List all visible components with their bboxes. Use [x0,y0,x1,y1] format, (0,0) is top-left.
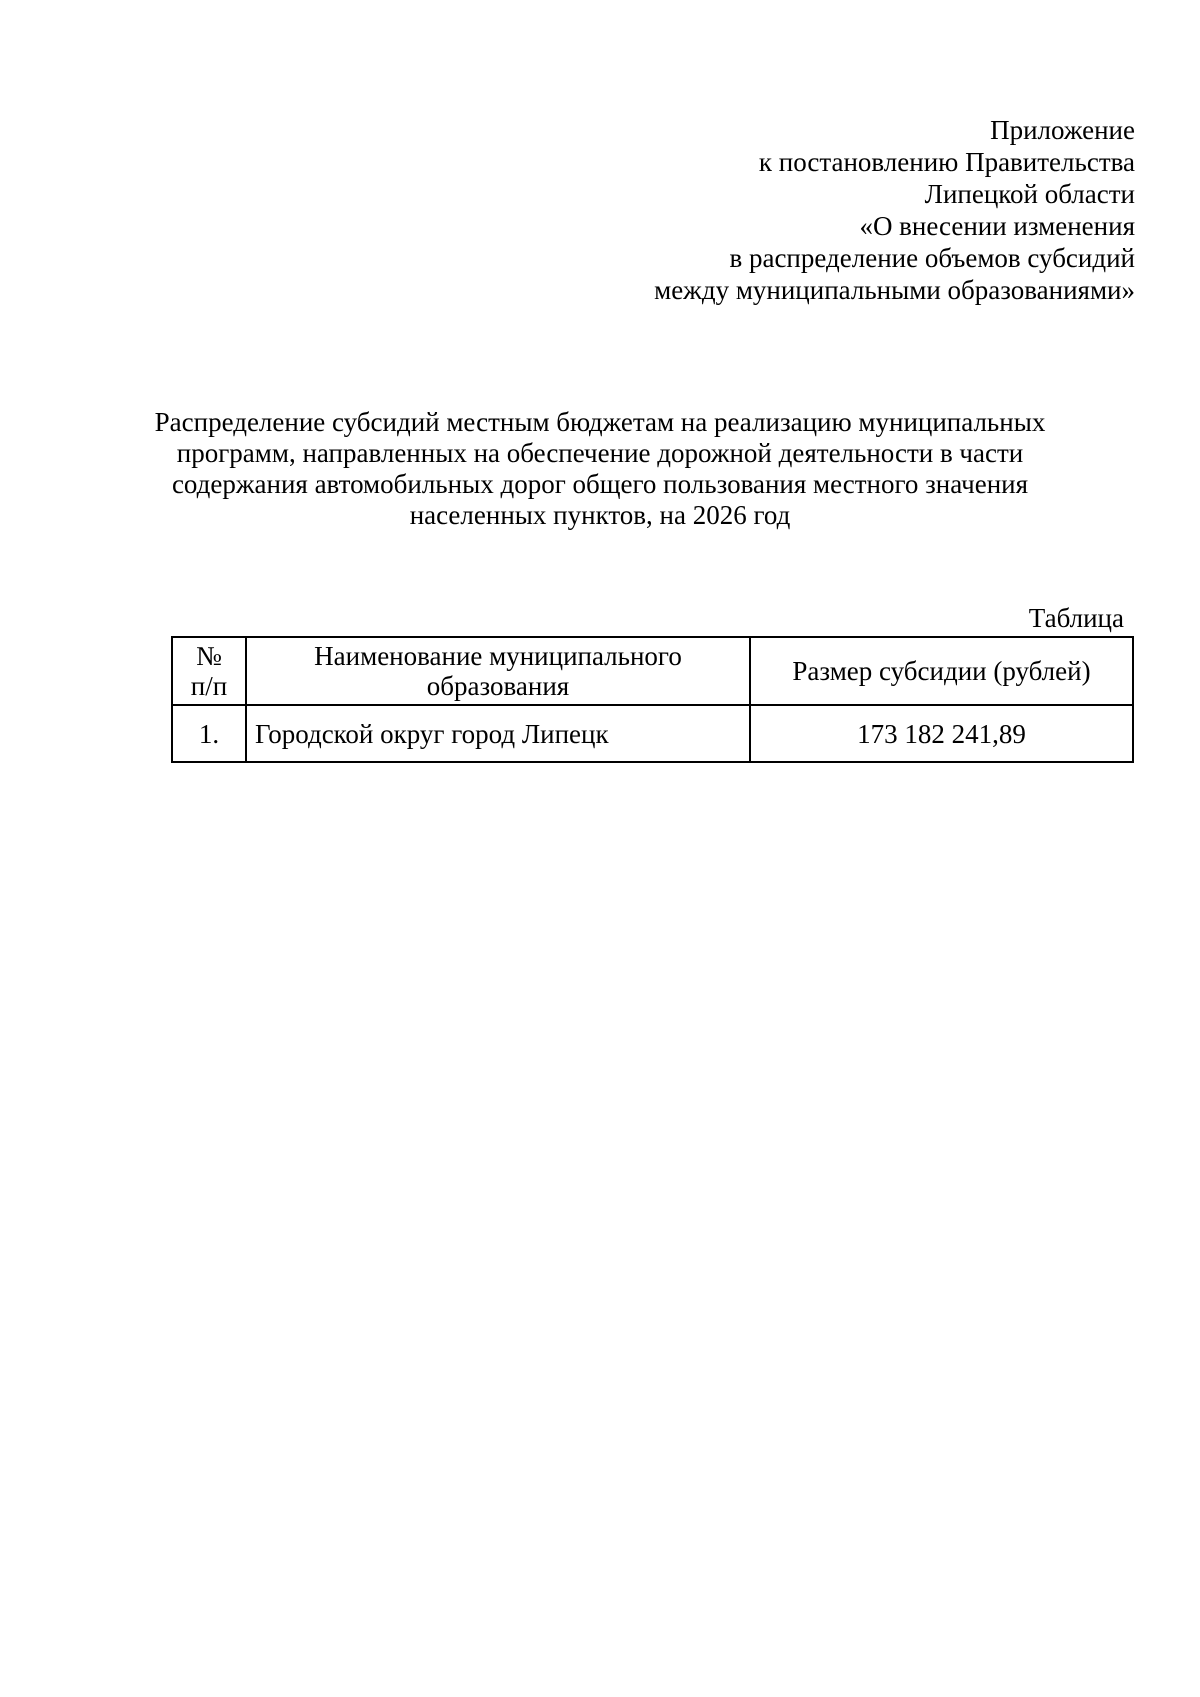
header-municipality-name: Наименование муниципального образования [246,637,750,705]
document-title [150,407,1050,531]
appendix-line: Липецкой области [924,179,1135,209]
cell-number: 1. [172,705,246,762]
table-row [172,705,1133,762]
cell-subsidy-amount: 173 182 241,89 [750,705,1133,762]
header-number-line2: п/п [190,671,228,701]
table-header-row [172,637,1133,705]
header-subsidy-amount: Размер субсидии (рублей) [750,637,1133,705]
appendix-line: в распределение объемов субсидий [729,243,1135,273]
title-line: содержания автомобильных дорог общего пользования местного значения [171,469,1029,499]
appendix-line: между муниципальными образованиями» [654,275,1135,305]
table-caption: Таблица [1028,603,1124,633]
appendix-block [654,114,1135,306]
header-number [172,637,246,705]
header-number-line1: № [196,641,222,671]
title-line: населенных пунктов, на 2026 год [409,500,791,530]
appendix-line: к постановлению Правительства [758,147,1135,177]
subsidies-table [171,636,1134,763]
appendix-line: Приложение [990,115,1135,145]
cell-municipality-name: Городской округ город Липецк [246,705,750,762]
appendix-line: «О внесении изменения [859,211,1135,241]
title-line: Распределение субсидий местным бюджетам на реализацию муниципальных [154,407,1046,437]
title-line: программ, направленных на обеспечение дорожной деятельности в части [176,438,1024,468]
